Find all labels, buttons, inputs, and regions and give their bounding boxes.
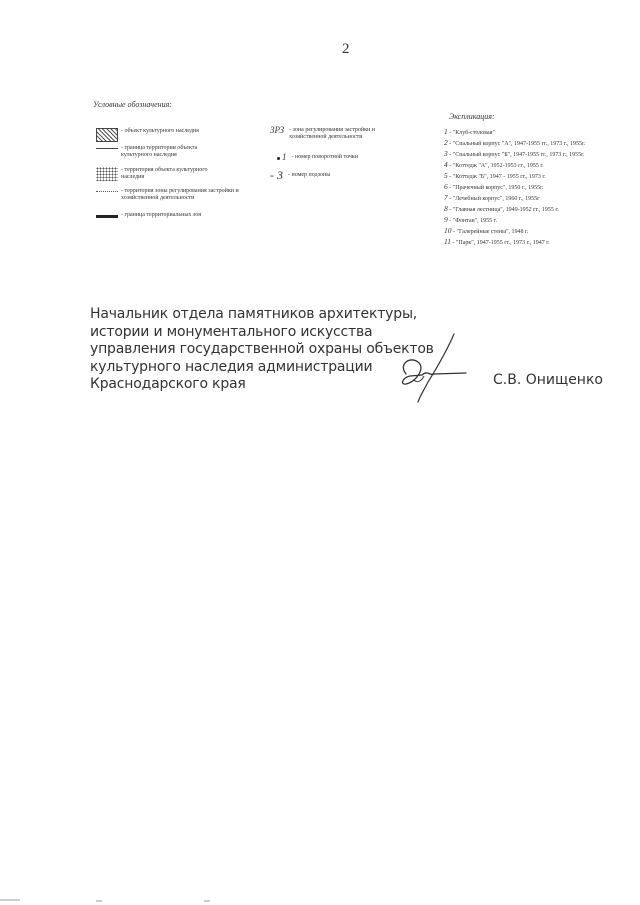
legend-label: - граница территории объекта культурного наследия [121, 145, 198, 158]
explication-item [444, 215, 585, 226]
position-line: культурного наследия администрации [90, 358, 373, 375]
explication-item-number: 2 [444, 138, 448, 147]
explication-item-number: 1 [444, 127, 448, 136]
explication-item-text: - "Парк", 1947-1955 гг., 1973 г., 1947 г. [452, 240, 550, 246]
explication-item-text: - "Коттедж "А", 1952-1953 гг., 1955 г. [449, 163, 544, 169]
hatched-square-icon [96, 128, 118, 142]
bullet-icon [277, 157, 280, 160]
thick-line-icon [96, 215, 118, 218]
explication-item [444, 171, 585, 182]
explication-item-text: - "Лечебный корпус", 1960 г., 1955г [449, 196, 540, 202]
explication-item [444, 138, 585, 149]
explication-item [444, 226, 585, 237]
legend-label: - граница территориальных зон [121, 212, 202, 218]
legend-item-territory [96, 167, 216, 181]
explication-item-text: - "Коттедж "Б", 1947 - 1955 гг., 1973 г. [449, 174, 546, 180]
explication-item-text: - "Фонтан", 1955 г. [449, 218, 497, 224]
legend-label: - территория объекта культурного наследия [121, 167, 208, 180]
dotted-line-icon [96, 191, 118, 192]
explication-item-number: 6 [444, 182, 448, 191]
explication-item-text: - "Главная лестница", 1949-1952 гг., 1955 г. [449, 207, 559, 213]
explication-list [444, 127, 585, 248]
legend-label: - территория зоны регулирования застройки и хозяйственной деятельности [121, 188, 239, 201]
explication-item [444, 237, 585, 248]
explication-item [444, 149, 585, 160]
signatory-position [90, 306, 434, 394]
legend-item-turning-point [277, 154, 377, 163]
page-number: 2 [342, 41, 350, 57]
explication-item [444, 127, 585, 138]
legend-label: - номер подзоны [288, 172, 331, 178]
explication-item-number: 4 [444, 160, 448, 169]
position-line: управления государственной охраны объектов [90, 341, 434, 357]
legend-item-heritage-object [96, 128, 256, 142]
explication-item-text: - "Клуб-столовая" [449, 130, 495, 136]
explication-item-number: 5 [444, 171, 448, 180]
legend-item-regulation-zone [270, 127, 390, 141]
legend-item-regulation-territory [96, 188, 246, 202]
thin-line-icon [96, 148, 118, 149]
explication-item-number: 7 [444, 193, 448, 202]
legend-label: - номер поворотной точки [291, 154, 359, 160]
explication-item-number: 9 [444, 215, 448, 224]
explication-item [444, 204, 585, 215]
signer-name: С.В. Онищенко [493, 372, 603, 388]
position-line: Начальник отдела памятников архитектуры, [90, 306, 418, 322]
explication-item [444, 160, 585, 171]
scan-edge-marks [0, 895, 640, 905]
explication-item-number: 8 [444, 204, 448, 213]
position-line: истории и монументального искусства [90, 323, 373, 340]
legend-label: - зона регулирования застройки и хозяйственной деятельности [289, 127, 375, 140]
legend-item-zone-boundary [96, 212, 226, 219]
legend-item-subzone [270, 168, 370, 182]
explication-item-text: - "Спальный корпус "Б", 1947-1955 гг., 1973 г., 1955г. [449, 152, 585, 158]
explication-title: Экспликация: [449, 112, 495, 121]
explication-item-text: - "Галерейные стены", 1948 г. [453, 229, 529, 235]
explication-item-number: 11 [444, 237, 451, 246]
legend-title: Условные обозначения: [93, 100, 172, 109]
zone-symbol: ЗРЗ [270, 125, 285, 135]
position-line: Краснодарского края [90, 376, 246, 392]
dotted-area-icon [96, 167, 118, 181]
handwritten-signature [392, 330, 472, 410]
explication-item-text: - "Прачечный корпус", 1950 г., 1955г. [449, 185, 544, 191]
legend-item-boundary [96, 145, 216, 159]
explication-item [444, 193, 585, 204]
subzone-symbol: - 3 [270, 168, 283, 182]
explication-item-number: 3 [444, 149, 448, 158]
legend-label: - объект культурного наследия [121, 128, 199, 134]
point-symbol: 1 [277, 154, 289, 163]
explication-item-number: 10 [444, 226, 452, 235]
explication-item [444, 182, 585, 193]
explication-item-text: - "Спальный корпус "А", 1947-1955 гг., 1973 г., 1955г. [449, 141, 586, 147]
